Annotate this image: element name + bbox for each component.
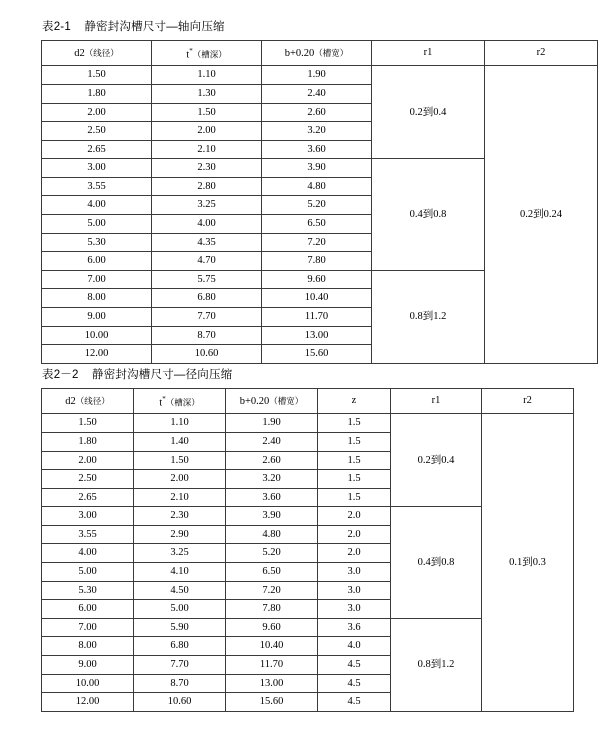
table-cell: 11.70 (226, 656, 318, 675)
table-cell: 5.20 (226, 544, 318, 563)
table-cell: 7.00 (42, 270, 152, 289)
table-cell: 9.00 (42, 656, 134, 675)
table-cell: 1.50 (42, 66, 152, 85)
table-cell: 2.40 (262, 84, 372, 103)
table-cell: 2.00 (134, 470, 226, 489)
table-cell: 2.65 (42, 488, 134, 507)
table-cell: 4.50 (134, 581, 226, 600)
table-cell: 8.70 (134, 674, 226, 693)
table-cell: 2.00 (42, 103, 152, 122)
table-cell: 1.5 (318, 451, 391, 470)
column-header-z: z (318, 389, 391, 414)
table-cell: 10.00 (42, 674, 134, 693)
table-cell: 3.60 (226, 488, 318, 507)
table-cell: 12.00 (42, 693, 134, 712)
table-header-row (42, 41, 598, 66)
table-cell: 2.30 (152, 159, 262, 178)
table-cell: 4.5 (318, 656, 391, 675)
table-cell: 2.60 (262, 103, 372, 122)
table-cell: 5.30 (42, 233, 152, 252)
column-header-d2: d2（线径） (42, 389, 134, 414)
table-cell: 4.35 (152, 233, 262, 252)
table-cell: 1.5 (318, 414, 391, 433)
table-cell: 6.50 (262, 215, 372, 234)
r2-group-cell: 0.2到0.24 (485, 66, 598, 364)
table-cell: 3.55 (42, 177, 152, 196)
table-cell: 11.70 (262, 308, 372, 327)
table-cell: 6.80 (134, 637, 226, 656)
table-cell: 2.0 (318, 507, 391, 526)
table-cell: 1.90 (226, 414, 318, 433)
table-cell: 10.00 (42, 326, 152, 345)
table-cell: 2.40 (226, 432, 318, 451)
r1-group-cell: 0.8到1.2 (372, 270, 485, 363)
table-cell: 1.50 (134, 451, 226, 470)
column-header-b: b+0.20（槽宽） (262, 41, 372, 66)
table-cell: 3.6 (318, 618, 391, 637)
table-cell: 7.20 (226, 581, 318, 600)
table-header-row (42, 389, 574, 414)
table-caption-1 (42, 18, 600, 34)
table-cell: 3.0 (318, 581, 391, 600)
table-cell: 7.80 (262, 252, 372, 271)
table-cell: 4.0 (318, 637, 391, 656)
table-cell: 12.00 (42, 345, 152, 364)
table-cell: 9.60 (226, 618, 318, 637)
table-cell: 1.50 (152, 103, 262, 122)
table-cell: 6.00 (42, 600, 134, 619)
table-cell: 2.90 (134, 525, 226, 544)
table-cell: 3.20 (226, 470, 318, 489)
table-cell: 3.55 (42, 525, 134, 544)
r1-group-cell: 0.2到0.4 (391, 414, 482, 507)
table-cell: 15.60 (262, 345, 372, 364)
column-header-d2: d2（线径） (42, 41, 152, 66)
table-cell: 7.70 (134, 656, 226, 675)
table-cell: 3.60 (262, 140, 372, 159)
table-cell: 3.00 (42, 507, 134, 526)
table-cell: 1.10 (134, 414, 226, 433)
table-block-2 (0, 366, 600, 712)
table-cell: 1.90 (262, 66, 372, 85)
table-caption-text: 静密封沟槽尺寸—径向压缩 (92, 369, 233, 381)
table-body (42, 66, 598, 364)
table-cell: 3.90 (262, 159, 372, 178)
table-cell: 10.40 (262, 289, 372, 308)
table-cell: 7.00 (42, 618, 134, 637)
table-cell: 3.25 (152, 196, 262, 215)
column-header-b: b+0.20（槽宽） (226, 389, 318, 414)
table-cell: 5.90 (134, 618, 226, 637)
table-cell: 2.10 (134, 488, 226, 507)
table-cell: 4.80 (262, 177, 372, 196)
table-cell: 2.50 (42, 470, 134, 489)
table-cell: 2.80 (152, 177, 262, 196)
table-cell: 5.00 (134, 600, 226, 619)
table-cell: 2.0 (318, 525, 391, 544)
table-cell: 1.10 (152, 66, 262, 85)
table-cell: 7.70 (152, 308, 262, 327)
column-header-r2: r2 (485, 41, 598, 66)
table-cell: 1.40 (134, 432, 226, 451)
column-header-t: t*（槽深） (152, 41, 262, 66)
column-header-r1: r1 (372, 41, 485, 66)
table-cell: 15.60 (226, 693, 318, 712)
table-cell: 1.50 (42, 414, 134, 433)
r1-group-cell: 0.4到0.8 (372, 159, 485, 271)
r1-group-cell: 0.4到0.8 (391, 507, 482, 619)
groove-dimensions-table-radial (41, 388, 574, 712)
table-block-1 (0, 18, 600, 364)
table-cell: 10.60 (134, 693, 226, 712)
table-cell: 6.80 (152, 289, 262, 308)
table-cell: 1.5 (318, 488, 391, 507)
table-cell: 10.40 (226, 637, 318, 656)
table-cell: 4.80 (226, 525, 318, 544)
table-cell: 8.70 (152, 326, 262, 345)
table-cell: 6.00 (42, 252, 152, 271)
table-cell: 3.00 (42, 159, 152, 178)
r1-group-cell: 0.2到0.4 (372, 66, 485, 159)
table-cell: 3.0 (318, 600, 391, 619)
table-cell: 1.80 (42, 84, 152, 103)
table-cell: 5.00 (42, 563, 134, 582)
table-cell: 10.60 (152, 345, 262, 364)
table-cell: 4.00 (42, 544, 134, 563)
table-cell: 4.00 (42, 196, 152, 215)
column-header-r1: r1 (391, 389, 482, 414)
table-cell: 4.5 (318, 693, 391, 712)
table-cell: 9.00 (42, 308, 152, 327)
table-caption-number: 表2－2 (42, 369, 79, 381)
groove-dimensions-table-axial (41, 40, 598, 364)
table-row (42, 414, 574, 433)
table-cell: 2.00 (42, 451, 134, 470)
table-cell: 2.0 (318, 544, 391, 563)
table-caption-2 (42, 366, 600, 382)
table-cell: 7.80 (226, 600, 318, 619)
column-header-t: t*（槽深） (134, 389, 226, 414)
table-cell: 4.10 (134, 563, 226, 582)
table-cell: 1.30 (152, 84, 262, 103)
table-cell: 5.75 (152, 270, 262, 289)
table-cell: 4.00 (152, 215, 262, 234)
table-cell: 8.00 (42, 637, 134, 656)
table-cell: 9.60 (262, 270, 372, 289)
table-cell: 3.25 (134, 544, 226, 563)
table-cell: 5.20 (262, 196, 372, 215)
table-cell: 13.00 (262, 326, 372, 345)
table-cell: 2.30 (134, 507, 226, 526)
table-cell: 7.20 (262, 233, 372, 252)
table-cell: 3.90 (226, 507, 318, 526)
table-cell: 1.5 (318, 470, 391, 489)
table-cell: 5.00 (42, 215, 152, 234)
table-caption-text: 静密封沟槽尺寸—轴向压缩 (84, 21, 225, 33)
table-cell: 4.5 (318, 674, 391, 693)
table-cell: 13.00 (226, 674, 318, 693)
column-header-r2: r2 (482, 389, 574, 414)
table-cell: 5.30 (42, 581, 134, 600)
table-cell: 2.60 (226, 451, 318, 470)
table-cell: 2.00 (152, 122, 262, 141)
table-cell: 1.80 (42, 432, 134, 451)
table-caption-number: 表2-1 (42, 21, 71, 33)
table-cell: 3.0 (318, 563, 391, 582)
table-cell: 2.50 (42, 122, 152, 141)
table-cell: 6.50 (226, 563, 318, 582)
table-cell: 8.00 (42, 289, 152, 308)
table-cell: 1.5 (318, 432, 391, 451)
r1-group-cell: 0.8到1.2 (391, 618, 482, 711)
table-cell: 4.70 (152, 252, 262, 271)
table-cell: 2.65 (42, 140, 152, 159)
table-body (42, 414, 574, 712)
table-cell: 3.20 (262, 122, 372, 141)
r2-group-cell: 0.1到0.3 (482, 414, 574, 712)
table-row (42, 66, 598, 85)
table-cell: 2.10 (152, 140, 262, 159)
